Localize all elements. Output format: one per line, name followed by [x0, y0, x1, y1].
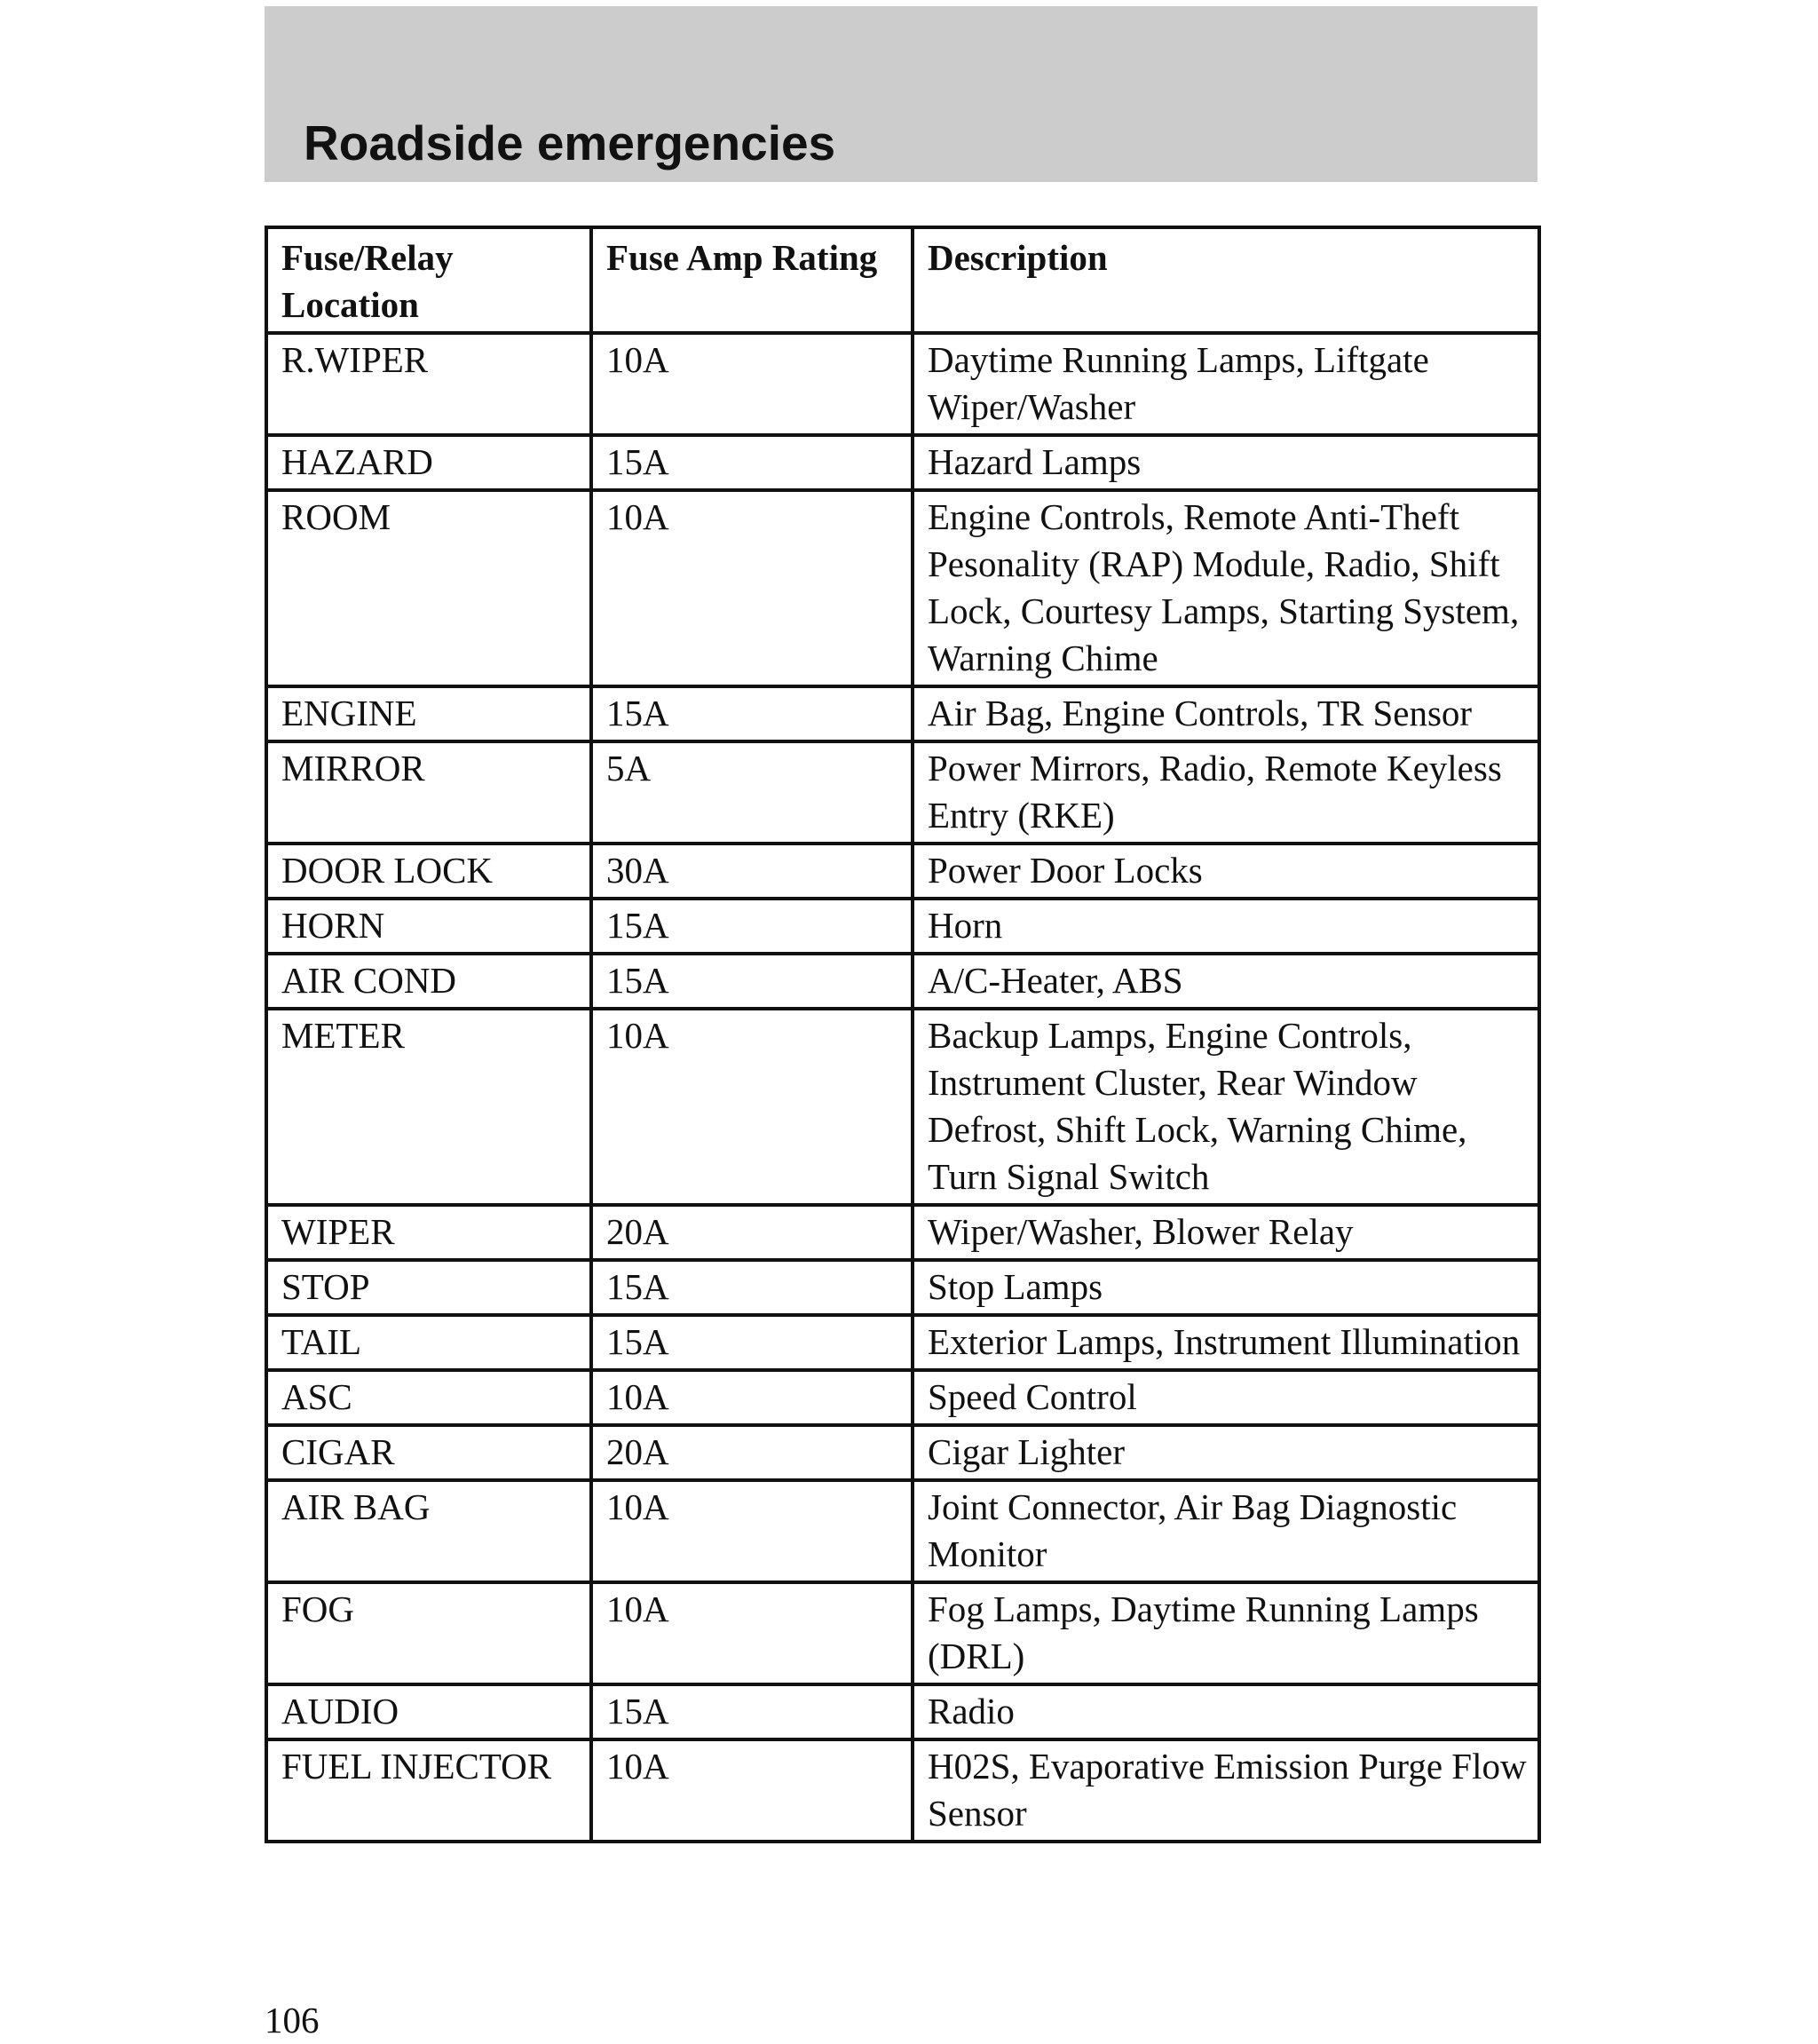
- location-cell: HORN: [266, 899, 591, 954]
- table-row: [266, 741, 1539, 844]
- rating-cell: 10A: [591, 490, 913, 686]
- table-header-row: [266, 227, 1539, 333]
- description-cell: Wiper/Washer, Blower Relay: [913, 1205, 1539, 1260]
- rating-cell: 15A: [591, 1315, 913, 1370]
- table-row: [266, 899, 1539, 954]
- location-cell: FOG: [266, 1582, 591, 1684]
- description-cell: Hazard Lamps: [913, 435, 1539, 490]
- description-cell: Daytime Running Lamps, Liftgate Wiper/Washer: [913, 333, 1539, 435]
- description-cell: Power Mirrors, Radio, Remote Keyless Entry (RKE): [913, 741, 1539, 844]
- table-row: [266, 1582, 1539, 1684]
- description-cell: Air Bag, Engine Controls, TR Sensor: [913, 686, 1539, 741]
- description-cell: Joint Connector, Air Bag Diagnostic Monitor: [913, 1480, 1539, 1582]
- location-cell: DOOR LOCK: [266, 844, 591, 899]
- description-cell: Power Door Locks: [913, 844, 1539, 899]
- table-row: [266, 954, 1539, 1009]
- column-header-rating: Fuse Amp Rating: [591, 227, 913, 333]
- table-row: [266, 844, 1539, 899]
- description-cell: Fog Lamps, Daytime Running Lamps (DRL): [913, 1582, 1539, 1684]
- table-row: [266, 686, 1539, 741]
- table-row: [266, 333, 1539, 435]
- description-cell: Stop Lamps: [913, 1260, 1539, 1315]
- rating-cell: 10A: [591, 1582, 913, 1684]
- location-cell: ROOM: [266, 490, 591, 686]
- description-cell: Speed Control: [913, 1370, 1539, 1425]
- location-cell: HAZARD: [266, 435, 591, 490]
- rating-cell: 10A: [591, 1370, 913, 1425]
- rating-cell: 10A: [591, 1739, 913, 1842]
- table-row: [266, 1205, 1539, 1260]
- location-cell: R.WIPER: [266, 333, 591, 435]
- rating-cell: 15A: [591, 954, 913, 1009]
- rating-cell: 20A: [591, 1205, 913, 1260]
- column-header-location: Fuse/Relay Location: [266, 227, 591, 333]
- rating-cell: 30A: [591, 844, 913, 899]
- location-cell: MIRROR: [266, 741, 591, 844]
- table-row: [266, 1684, 1539, 1739]
- location-cell: ENGINE: [266, 686, 591, 741]
- rating-cell: 5A: [591, 741, 913, 844]
- rating-cell: 15A: [591, 435, 913, 490]
- location-cell: WIPER: [266, 1205, 591, 1260]
- column-header-description: Description: [913, 227, 1539, 333]
- description-cell: Exterior Lamps, Instrument Illumination: [913, 1315, 1539, 1370]
- location-cell: FUEL INJECTOR: [266, 1739, 591, 1842]
- description-cell: Cigar Lighter: [913, 1425, 1539, 1480]
- description-cell: Radio: [913, 1684, 1539, 1739]
- fuse-table: [265, 226, 1541, 1843]
- rating-cell: 10A: [591, 1009, 913, 1205]
- rating-cell: 15A: [591, 686, 913, 741]
- location-cell: STOP: [266, 1260, 591, 1315]
- table-row: [266, 1739, 1539, 1842]
- rating-cell: 15A: [591, 1260, 913, 1315]
- location-cell: METER: [266, 1009, 591, 1205]
- table-row: [266, 1425, 1539, 1480]
- location-cell: AIR BAG: [266, 1480, 591, 1582]
- table-row: [266, 435, 1539, 490]
- rating-cell: 10A: [591, 1480, 913, 1582]
- rating-cell: 20A: [591, 1425, 913, 1480]
- rating-cell: 10A: [591, 333, 913, 435]
- table-row: [266, 1260, 1539, 1315]
- table-row: [266, 1315, 1539, 1370]
- location-cell: CIGAR: [266, 1425, 591, 1480]
- description-cell: Horn: [913, 899, 1539, 954]
- table-row: [266, 490, 1539, 686]
- table-row: [266, 1370, 1539, 1425]
- page-title: Roadside emergencies: [304, 115, 836, 170]
- rating-cell: 15A: [591, 899, 913, 954]
- location-cell: AUDIO: [266, 1684, 591, 1739]
- description-cell: Engine Controls, Remote Anti-Theft Pesonality (RAP) Module, Radio, Shift Lock, Courtesy Lamps, Starting System, Warning Chime: [913, 490, 1539, 686]
- description-cell: Backup Lamps, Engine Controls, Instrument Cluster, Rear Window Defrost, Shift Lock, Warning Chime, Turn Signal Switch: [913, 1009, 1539, 1205]
- location-cell: TAIL: [266, 1315, 591, 1370]
- description-cell: A/C-Heater, ABS: [913, 954, 1539, 1009]
- description-cell: H02S, Evaporative Emission Purge Flow Sensor: [913, 1739, 1539, 1842]
- table-row: [266, 1480, 1539, 1582]
- page-number: 106: [265, 2000, 320, 2040]
- location-cell: AIR COND: [266, 954, 591, 1009]
- rating-cell: 15A: [591, 1684, 913, 1739]
- table-row: [266, 1009, 1539, 1205]
- location-cell: ASC: [266, 1370, 591, 1425]
